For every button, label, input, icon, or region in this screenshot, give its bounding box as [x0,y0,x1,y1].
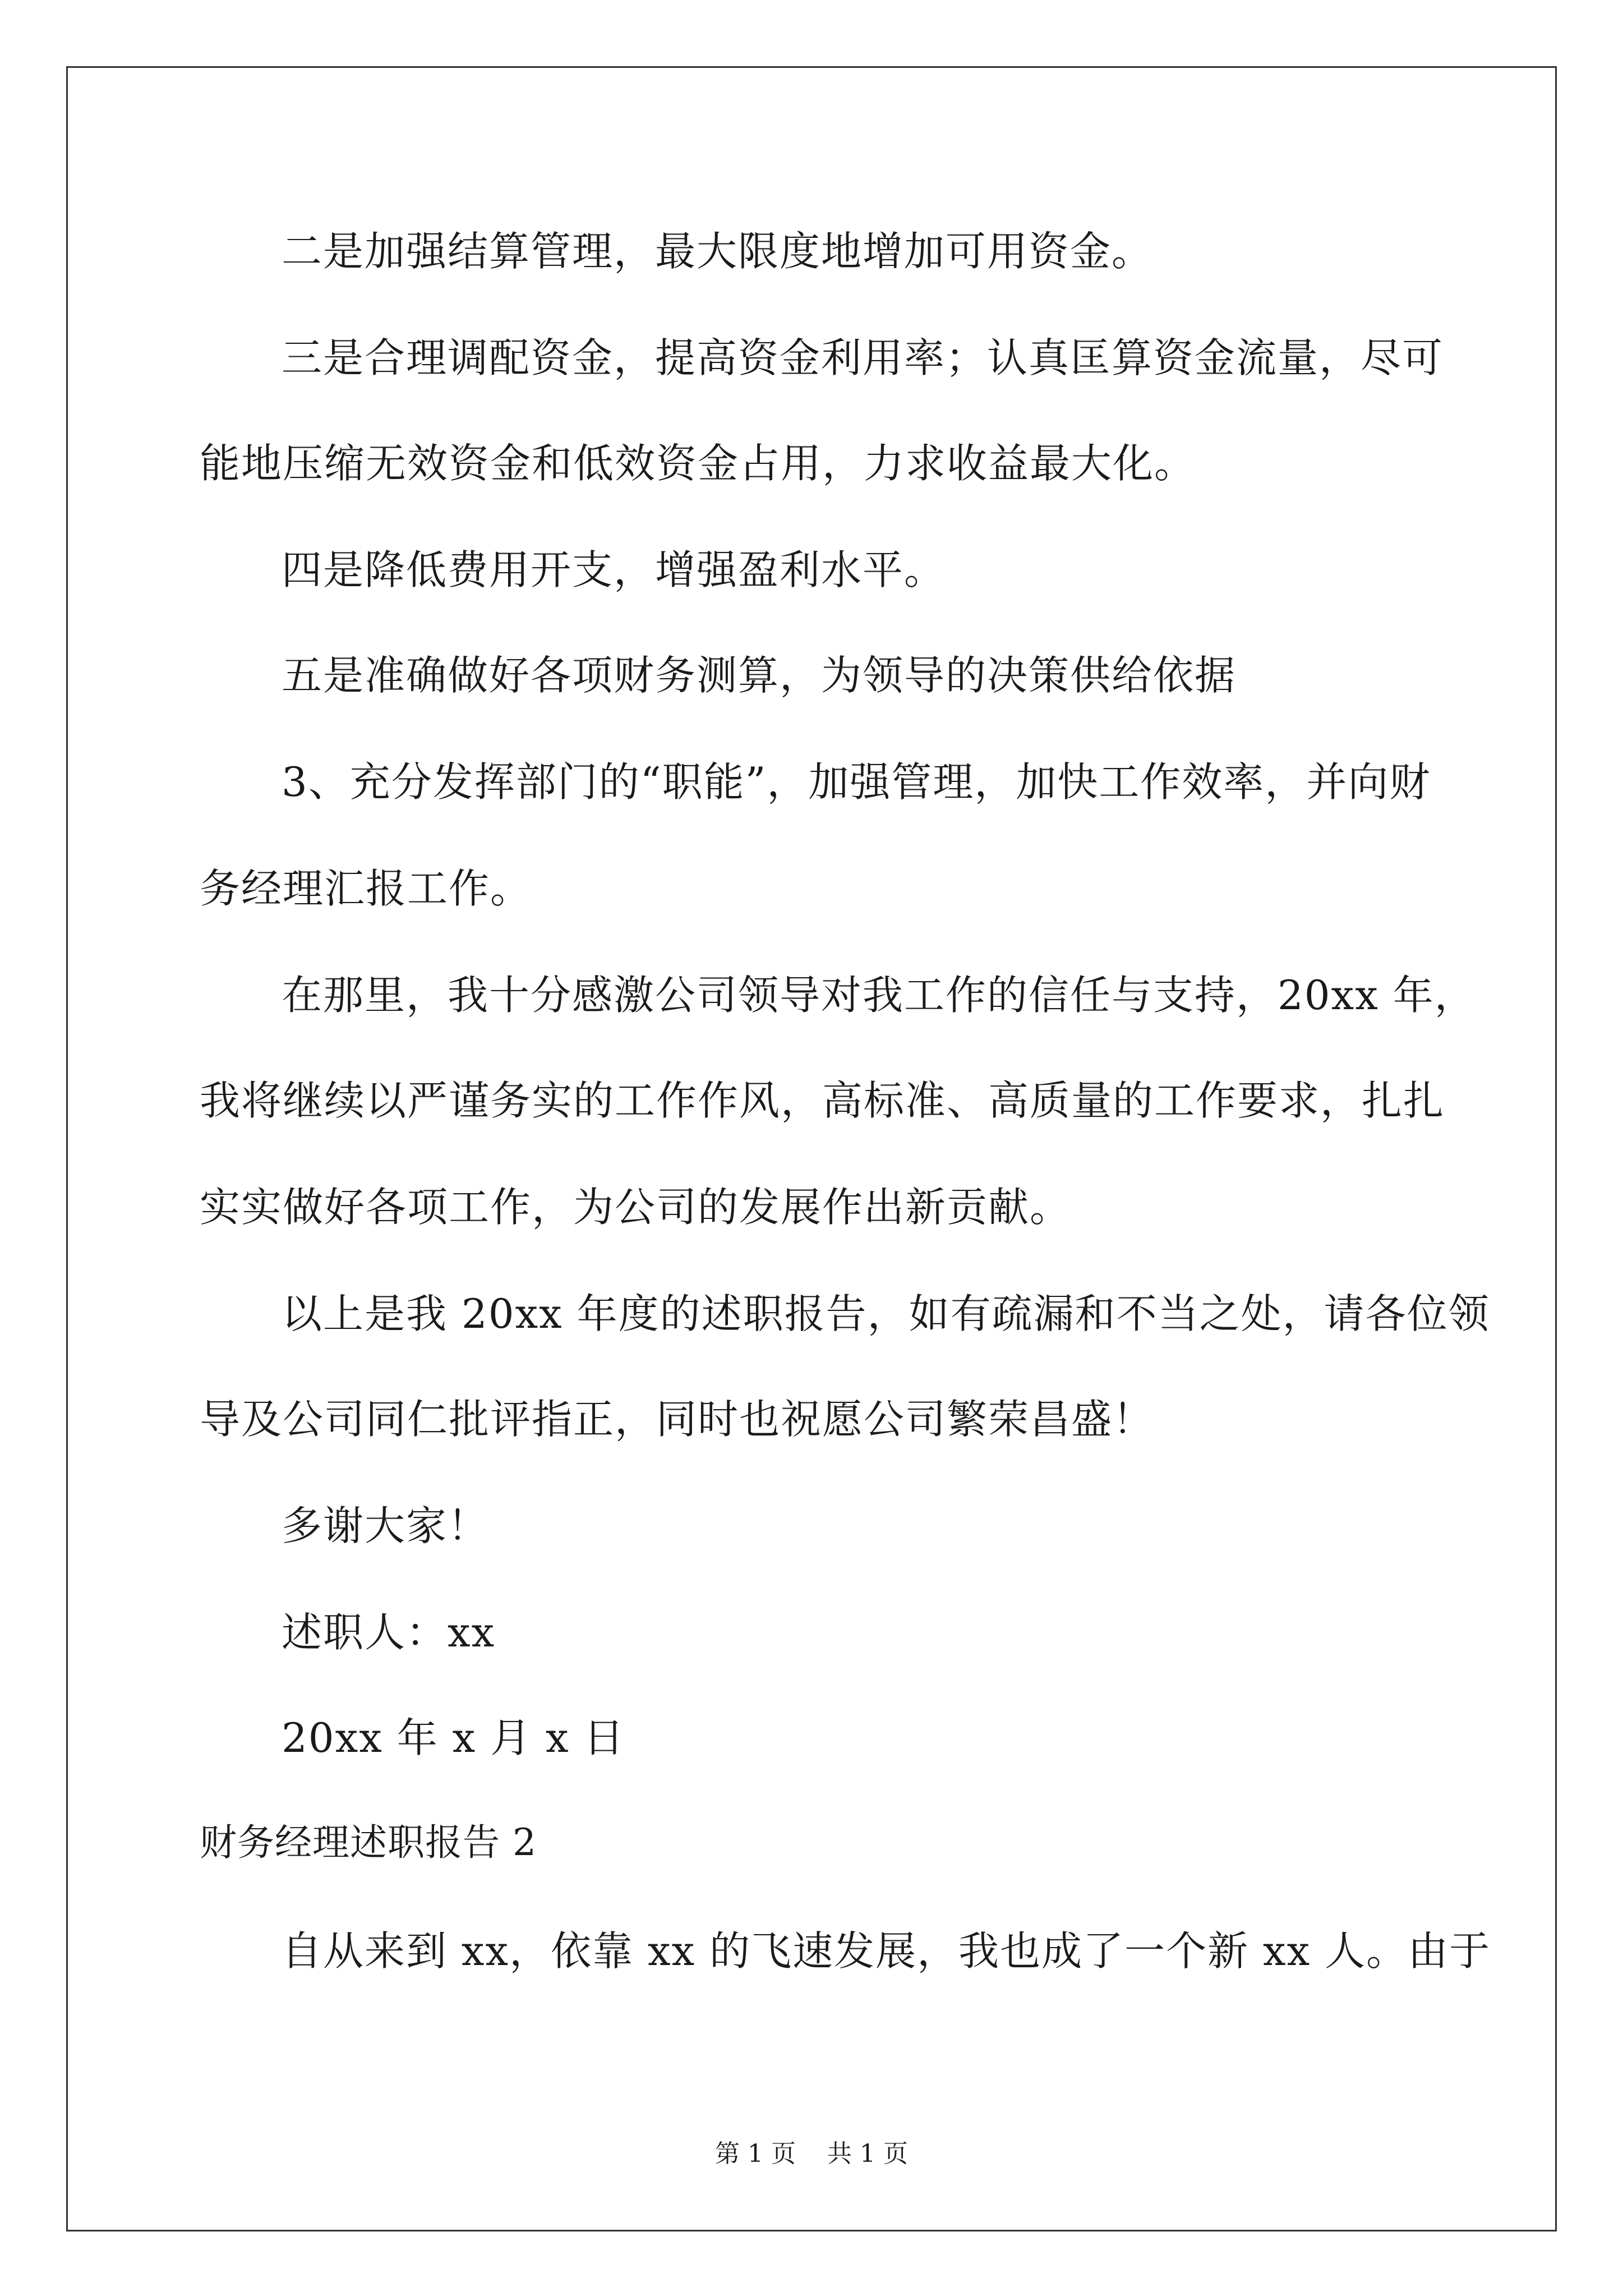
paragraph-line: 三是合理调配资金，提高资金利用率；认真匡算资金流量，尽可 [282,334,1444,381]
paragraph-line: 导及公司同仁批评指正，同时也祝愿公司繁荣昌盛！ [200,1396,1155,1443]
paragraph-line: 五是准确做好各项财务测算，为领导的决策供给依据 [282,652,1237,699]
paragraph-line: 在那里，我十分感激公司领导对我工作的信任与支持，20xx 年， [282,972,1476,1019]
paragraph-line: 以上是我 20xx 年度的述职报告，如有疏漏和不当之处，请各位领 [282,1290,1490,1337]
paragraph-line: 多谢大家！ [282,1502,490,1549]
paragraph-line: 3、充分发挥部门的“职能”，加强管理，加快工作效率，并向财 [282,758,1431,806]
signature-line: 述职人：xx [282,1609,496,1656]
paragraph-line: 二是加强结算管理，最大限度地增加可用资金。 [282,228,1154,275]
paragraph-line: 实实做好各项工作，为公司的发展作出新贡献。 [200,1184,1072,1231]
page-total: 共 1 页 [827,2139,908,2168]
date-line: 20xx 年 x 月 x 日 [282,1714,625,1761]
paragraph-line: 自从来到 xx，依靠 xx 的飞速发展，我也成了一个新 xx 人。由于 [282,1927,1491,1975]
page-border [66,66,1557,2231]
page-number: 第 1 页 [715,2139,796,2168]
paragraph-line: 四是降低费用开支，增强盈利水平。 [282,546,946,593]
paragraph-line: 务经理汇报工作。 [200,865,532,912]
page-footer [0,2139,1623,2168]
section-heading: 财务经理述职报告 2 [200,1821,537,1864]
paragraph-line: 能地压缩无效资金和低效资金占用，力求收益最大化。 [200,440,1196,487]
paragraph-line: 我将继续以严谨务实的工作作风，高标准、高质量的工作要求，扎扎 [200,1077,1445,1124]
